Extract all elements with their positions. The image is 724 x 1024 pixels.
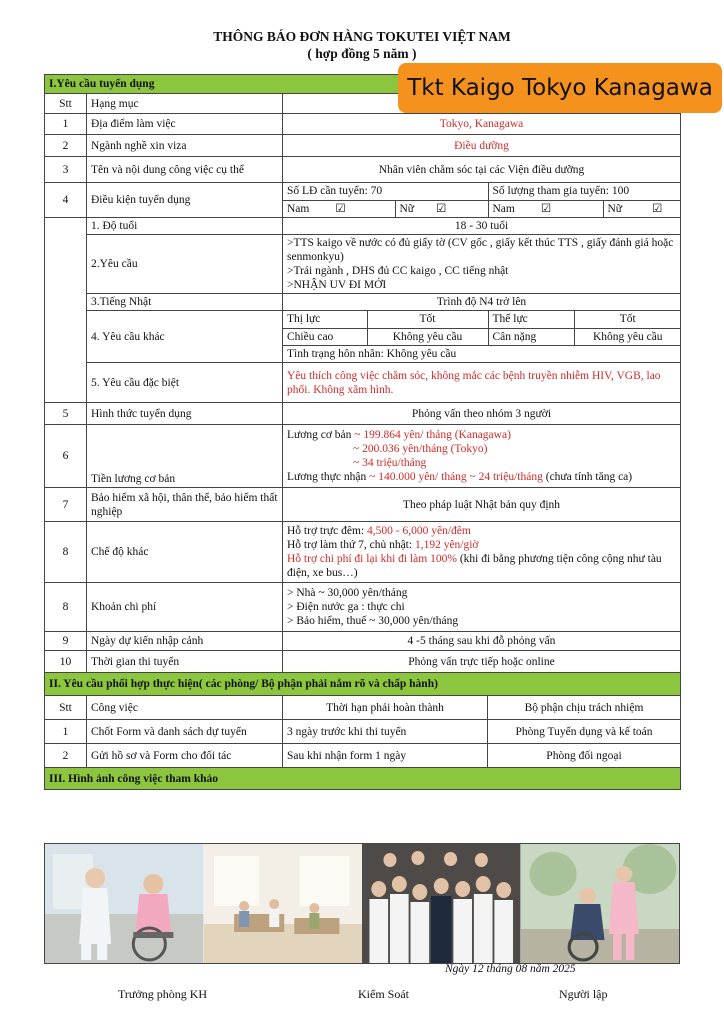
title-sub: ( hợp đồng 5 năm ): [307, 46, 417, 61]
requirements-table: [44, 74, 680, 790]
signature-manager: Trưởng phòng KH: [118, 987, 208, 1001]
photo-nurse-group: [362, 844, 521, 963]
row-other-requirements: 4. Yêu cầu khác Thị lực Tốt Thể lực Tốt Chiều cao Không yêu cầu Cân nặng Không yêu cầu Tình trạng hôn nhân: Không yêu cầu: [45, 311, 681, 363]
photo-caregiver-wheelchair: [45, 844, 204, 963]
table-row: 1 Chốt Form và danh sách dự tuyển 3 ngày trước khi thi tuyển Phòng Tuyển dụng và kế toán: [45, 720, 681, 744]
section-2-header: II. Yêu cầu phối hợp thực hiện( các phòng/ Bộ phận phải nắm rõ và chấp hành): [45, 673, 681, 696]
section-3-header: III. Hình ảnh công việc tham khảo: [45, 768, 681, 790]
order-badge: Tkt Kaigo Tokyo Kanagawa: [398, 63, 722, 113]
location-value: Tokyo, Kanagawa: [283, 114, 681, 135]
row-location: 1 Địa điểm làm việc Tokyo, Kanagawa: [45, 114, 681, 135]
row-conditions: 4 Điều kiện tuyển dụng Số LĐ cần tuyển: 70 Số lượng tham gia tuyển: 100 Nam ☑ Nữ ☑ Nam ☑ Nữ ☑: [45, 183, 681, 218]
signature-control: Kiểm Soát: [358, 987, 409, 1001]
special-value: Yêu thích công việc chăm sóc, không mắc các bệnh truyền nhiễm HIV, VGB, lao phổi. Không xăm hình.: [283, 363, 681, 403]
row-special: 5. Yêu cầu đặc biệt Yêu thích công việc chăm sóc, không mắc các bệnh truyền nhiễm HIV, VGB, lao phổi. Không xăm hình.: [45, 363, 681, 403]
join-count: Số lượng tham gia tuyển: 100: [492, 185, 630, 198]
row-insurance: 7 Bảo hiểm xã hội, thân thể, bảo hiểm thất nghiệp Theo pháp luật Nhật bản quy định: [45, 488, 681, 522]
row-japanese: 3.Tiếng Nhật Trình độ N4 trở lên: [45, 294, 681, 311]
row-visa-field: 2 Ngành nghề xin viza Điều dưỡng: [45, 135, 681, 157]
row-recruit-form: 5 Hình thức tuyển dụng Phỏng vấn theo nhóm 3 người: [45, 403, 681, 425]
coordination-header-row: Stt Công việc Thời hạn phải hoàn thành Bộ phận chịu trách nhiệm: [45, 696, 681, 720]
signature-creator: Người lập: [559, 987, 608, 1001]
recruit-form-value: Phỏng vấn theo nhóm 3 người: [283, 403, 681, 425]
need-count: Số LĐ cần tuyển: 70: [283, 183, 488, 200]
row-salary: 6 Tiền lương cơ bản Lương cơ bản ~ 199.864 yên/ tháng (Kanagawa) ~ 200.036 yên/tháng (Tokyo) ~ 34 triệu/tháng Lương thực nhận ~ 140.000 yên/ tháng ~ 24 triệu/tháng (chưa tính tăng ca): [45, 425, 681, 488]
signature-date: Ngày 12 tháng 08 năm 2025: [445, 963, 576, 975]
japanese-value: Trình độ N4 trở lên: [283, 294, 681, 311]
checkbox-icon: ☑: [335, 202, 346, 215]
photo-care-facility: [204, 844, 363, 963]
age-value: 18 - 30 tuổi: [283, 218, 681, 235]
col-stt: Stt: [45, 94, 87, 114]
row-age: 1. Độ tuổi 18 - 30 tuổi: [45, 218, 681, 235]
row-entry-date: 9 Ngày dự kiến nhập cảnh 4 -5 tháng sau khi đỗ phỏng vấn: [45, 632, 681, 651]
row-job-title: 3 Tên và nội dung công việc cụ thể Nhân viên chăm sóc tại các Viện điều dưỡng: [45, 157, 681, 183]
row-benefits: 8 Chế độ khác Hỗ trợ trực đêm: 4,500 - 6,000 yên/đêm Hỗ trợ làm thứ 7, chủ nhật: 1,192 yên/giờ Hỗ trợ chi phí đi lại khi đi làm 100% (khi đi bằng phương tiện công cộng như tàu điện, xe bus…): [45, 522, 681, 583]
reference-photos: [44, 843, 680, 964]
section-1-title: I.Yêu cầu tuyển dụng: [45, 75, 681, 94]
row-costs: 8 Khoản chi phí > Nhà ~ 30,000 yên/tháng > Điện nước ga : thực chi > Bảo hiểm, thuế ~ 30,000 yên/tháng: [45, 583, 681, 632]
checkbox-icon: ☑: [540, 202, 552, 215]
checkbox-icon: ☑: [652, 202, 663, 215]
checkbox-icon: ☑: [436, 202, 447, 215]
photo-elder-walk: [521, 844, 680, 963]
visa-field-value: Điều dưỡng: [283, 135, 681, 157]
row-requirements: 2.Yêu cầu >TTS kaigo về nước có đủ giấy tờ (CV gốc , giấy kết thúc TTS , giấy đánh giá hoặc senmonkyu) >Trái ngành , DHS đủ CC kaigo , CC tiếng nhật >NHẬN UV ĐI MỚI: [45, 235, 681, 294]
col-item: Hạng mục: [87, 94, 283, 114]
job-title-value: Nhân viên chăm sóc tại các Viện điều dưỡng: [283, 157, 681, 183]
insurance-value: Theo pháp luật Nhật bản quy định: [283, 488, 681, 522]
row-exam-time: 10 Thời gian thi tuyển Phỏng vấn trực tiếp hoặc online: [45, 651, 681, 673]
table-row: 2 Gửi hồ sơ và Form cho đối tác Sau khi nhận form 1 ngày Phòng đối ngoại: [45, 744, 681, 768]
title-main: THÔNG BÁO ĐƠN HÀNG TOKUTEI VIỆT NAM: [213, 29, 511, 44]
document-title: [0, 28, 724, 62]
